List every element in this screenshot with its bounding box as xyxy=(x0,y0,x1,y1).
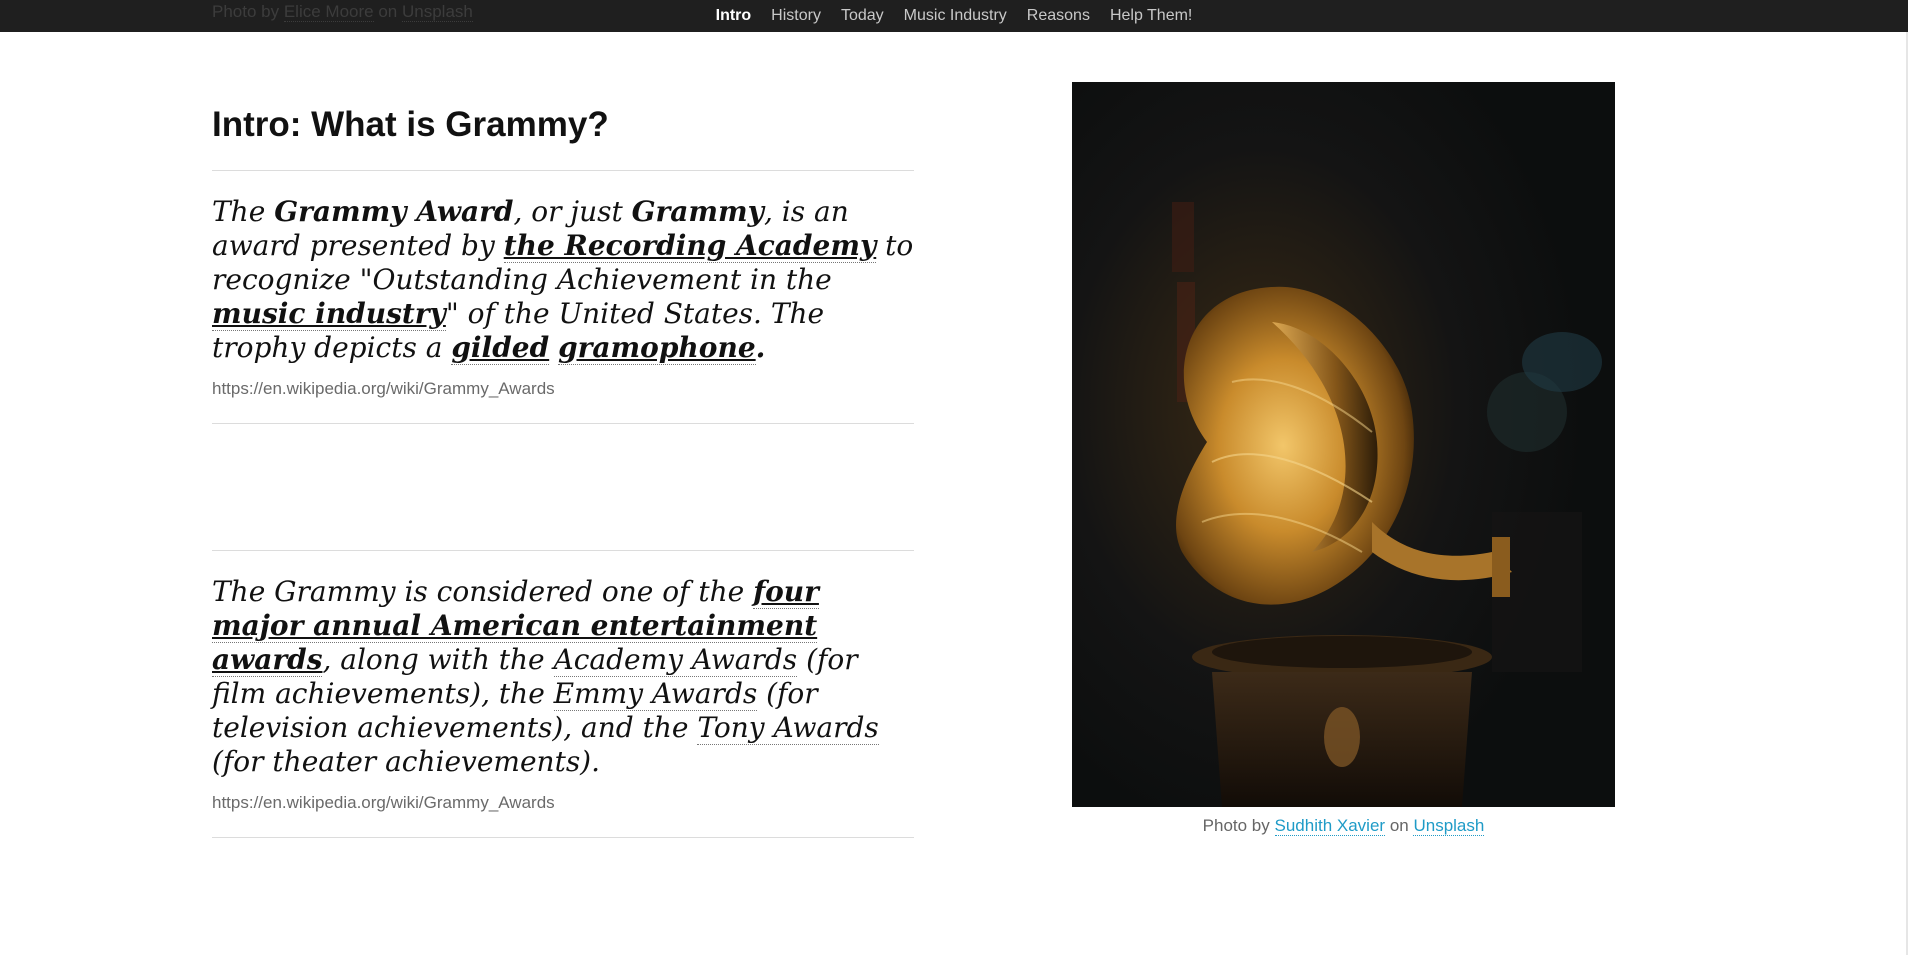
quote2-text-5: (for theater achievements). xyxy=(212,745,601,778)
quote1-text-6: . xyxy=(755,331,766,364)
quote1-text-5: " of the United States. The trophy depicts a xyxy=(212,297,825,364)
nav-item-help-them[interactable]: Help Them! xyxy=(1109,7,1193,24)
main-nav xyxy=(0,0,1908,32)
quote1-text-3: , is an award presented by xyxy=(212,195,849,262)
divider xyxy=(212,423,914,424)
quote2-text-4: (for television achievements), and the xyxy=(212,677,818,744)
quote1-text-4: to recognize "Outstanding Achievement in the xyxy=(212,229,914,296)
link-emmy-awards[interactable]: Emmy Awards xyxy=(553,677,758,710)
divider xyxy=(212,550,914,551)
link-gilded[interactable]: gilded xyxy=(451,331,550,364)
quote2-source: https://en.wikipedia.org/wiki/Grammy_Awards xyxy=(212,793,555,812)
link-four-major-awards[interactable]: four major annual American entertainment awards xyxy=(212,575,819,676)
header-credit-prefix: Photo by xyxy=(212,2,280,21)
major-awards-quote xyxy=(212,575,914,779)
page-title: Intro: What is Grammy? xyxy=(212,105,609,144)
header-credit-mid: on xyxy=(378,2,398,21)
divider xyxy=(212,837,914,838)
nav-item-reasons[interactable]: Reasons xyxy=(1026,7,1090,24)
link-gramophone[interactable]: gramophone xyxy=(558,331,756,364)
top-nav-bar xyxy=(0,0,1908,32)
header-credit-site-link[interactable]: Unsplash xyxy=(402,2,473,21)
gramophone-image xyxy=(1072,82,1615,807)
link-tony-awards[interactable]: Tony Awards xyxy=(697,711,879,744)
link-music-industry[interactable]: music industry xyxy=(212,297,446,330)
photo-site-link[interactable]: Unsplash xyxy=(1413,816,1485,835)
header-credit-author-link[interactable]: Elice Moore xyxy=(283,2,374,21)
intro-quote xyxy=(212,195,914,365)
photo-caption xyxy=(1072,816,1615,836)
nav-item-music-industry[interactable]: Music Industry xyxy=(903,7,1007,24)
quote1-source: https://en.wikipedia.org/wiki/Grammy_Awards xyxy=(212,379,555,398)
quote1-bold-grammy: Grammy xyxy=(631,195,764,228)
link-academy-awards[interactable]: Academy Awards xyxy=(553,643,798,676)
photo-author-link[interactable]: Sudhith Xavier xyxy=(1274,816,1386,835)
quote1-text-1: The xyxy=(212,195,275,228)
nav-item-today[interactable]: Today xyxy=(840,7,884,24)
nav-item-history[interactable]: History xyxy=(771,7,821,24)
quote1-bold-grammy-award: Grammy Award xyxy=(274,195,514,228)
caption-prefix: Photo by xyxy=(1202,816,1270,835)
quote2-text-3: (for film achievements), the xyxy=(212,643,858,710)
link-recording-academy[interactable]: the Recording Academy xyxy=(503,229,877,262)
quote2-text-2: , along with the xyxy=(322,643,554,676)
caption-mid: on xyxy=(1389,816,1409,835)
divider xyxy=(212,170,914,171)
intro-section xyxy=(212,32,914,838)
quote2-text-1: The Grammy is considered one of the xyxy=(212,575,754,608)
nav-item-intro[interactable]: Intro xyxy=(715,7,752,24)
quote1-text-2: , or just xyxy=(513,195,632,228)
